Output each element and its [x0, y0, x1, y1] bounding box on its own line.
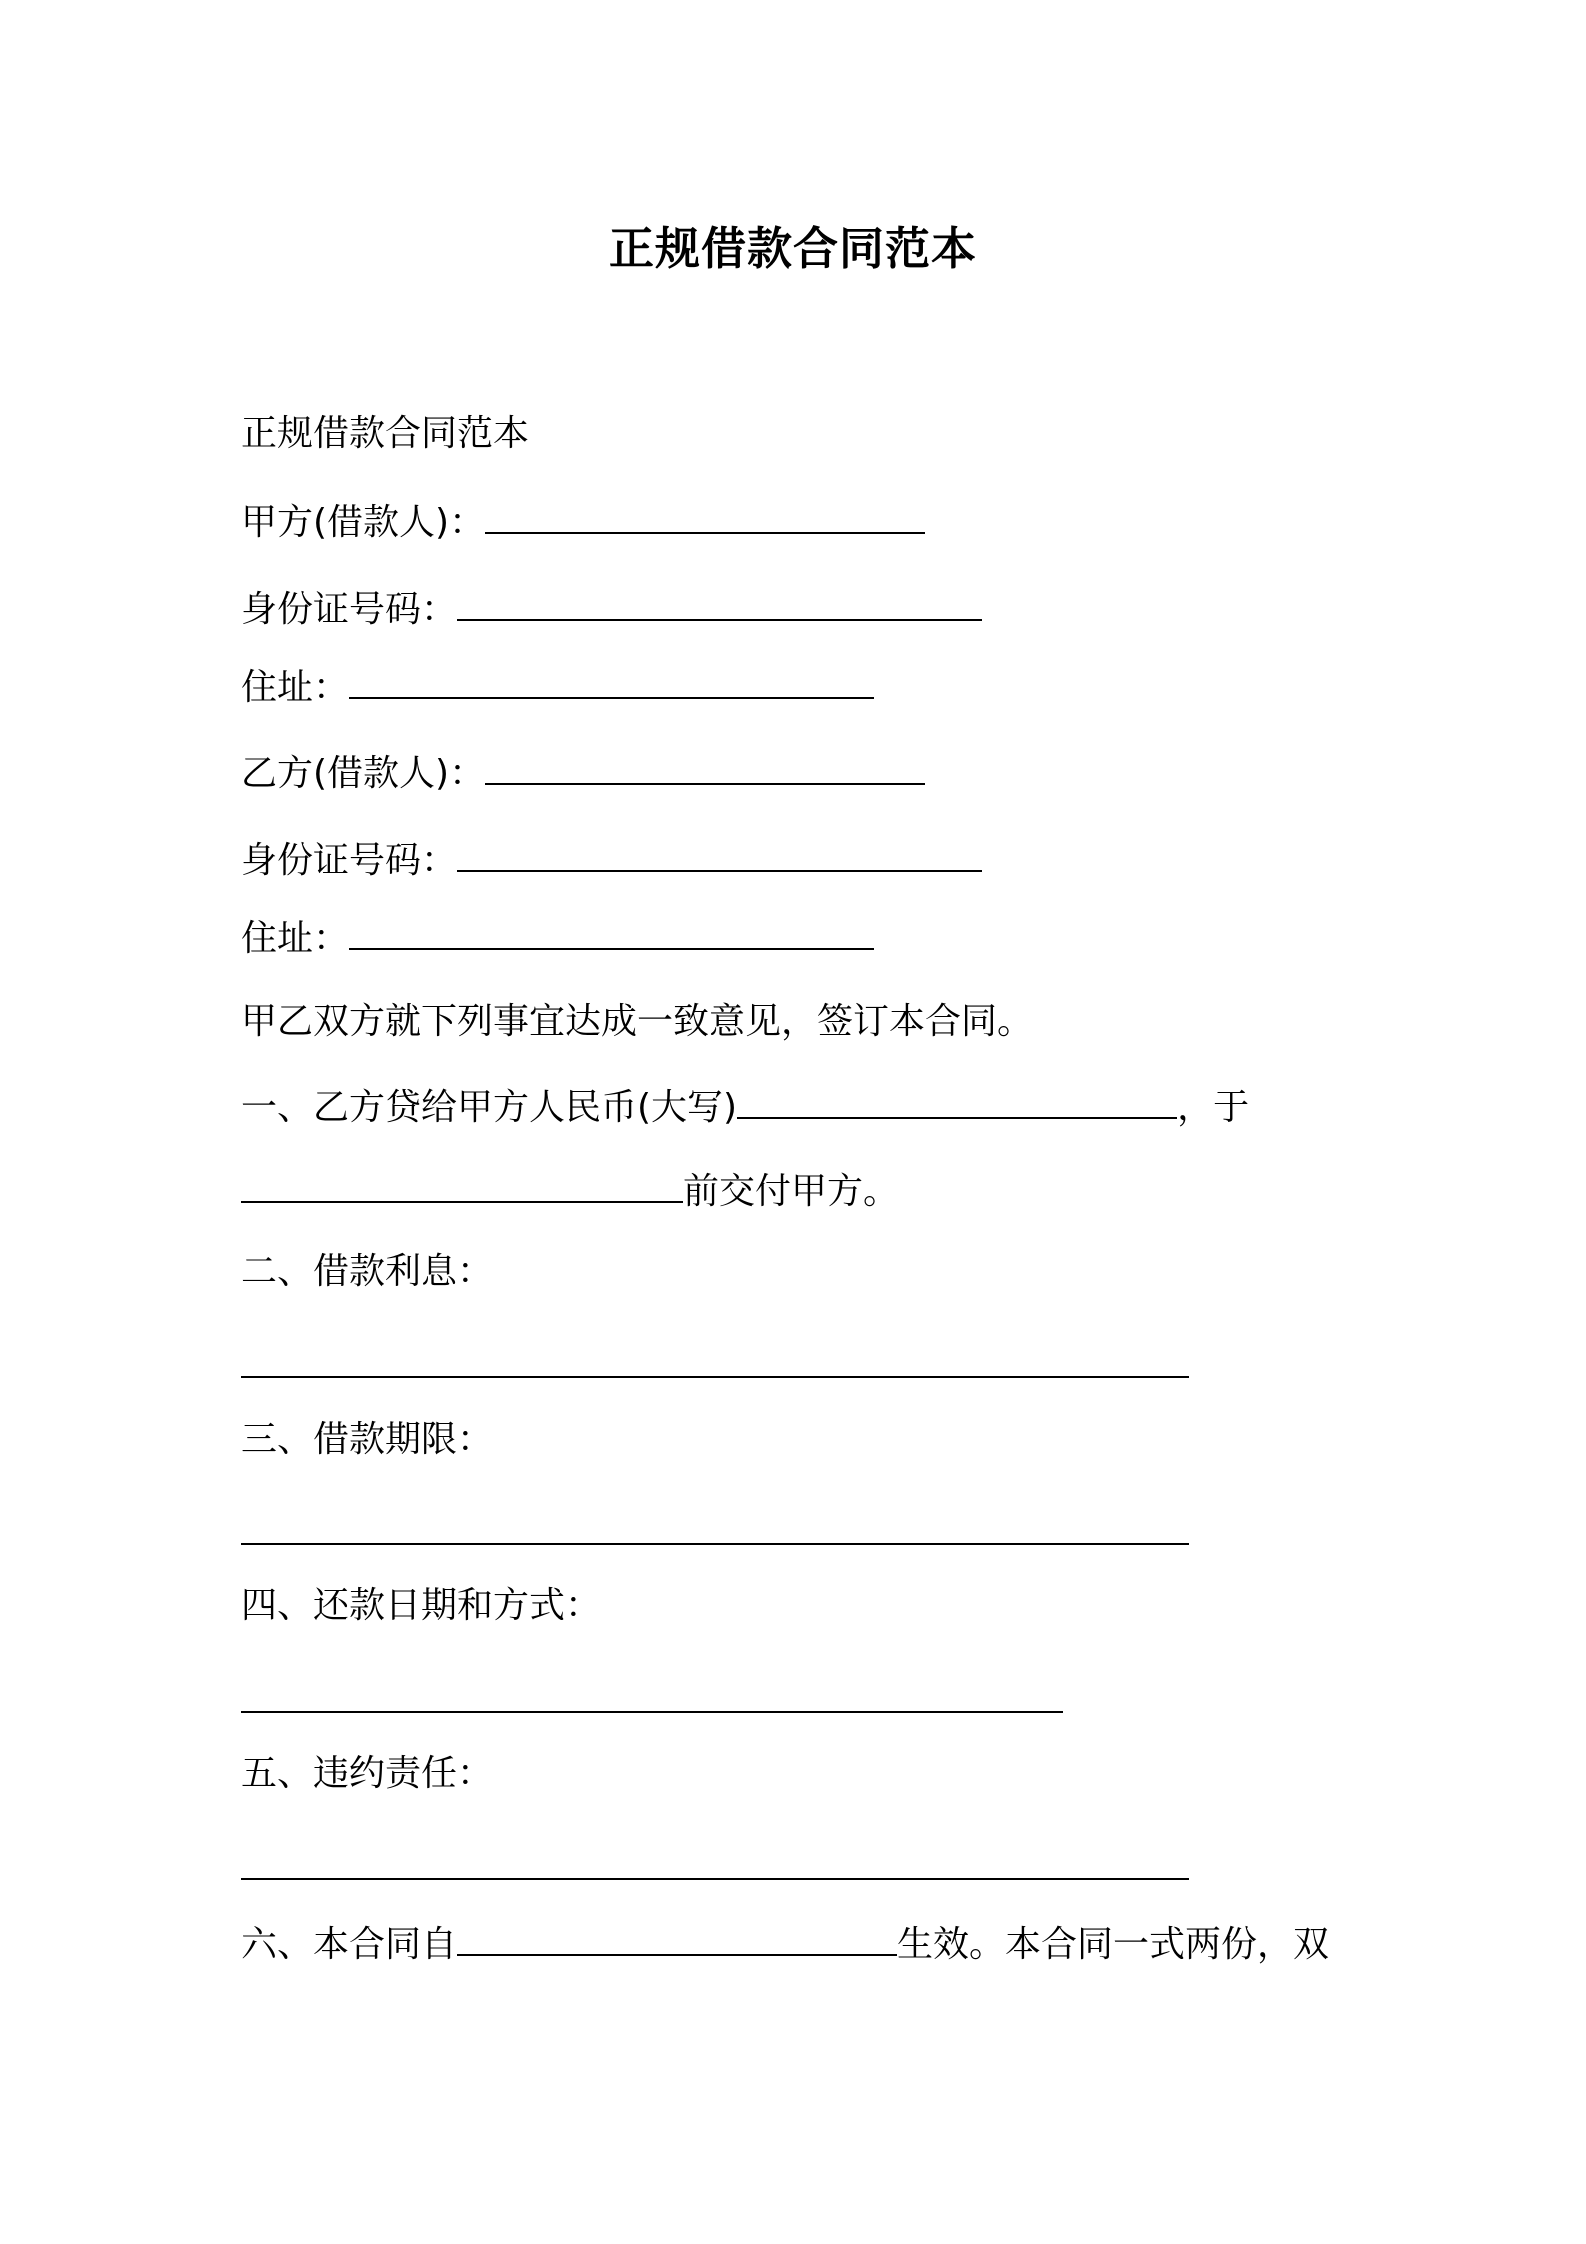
party-a-id-label: 身份证号码：	[241, 589, 458, 630]
interest-blank[interactable]	[241, 1376, 1189, 1378]
loan-amount-blank[interactable]	[737, 1083, 1177, 1119]
party-a-address-label: 住址：	[241, 667, 350, 708]
party-a-label: 甲方(借款人)：	[241, 502, 486, 543]
party-b-line	[241, 749, 925, 796]
agreement-intro: 甲乙双方就下列事宜达成一致意见，签订本合同。	[241, 1001, 1034, 1042]
clause-6-suffix: 生效。本合同一式两份，双	[897, 1924, 1330, 1965]
clause-6-line	[241, 1920, 1329, 1967]
clause-3-label: 三、借款期限：	[241, 1419, 494, 1460]
clause-2-label: 二、借款利息：	[241, 1251, 494, 1292]
effective-date-blank[interactable]	[457, 1920, 897, 1956]
clause-1-line	[241, 1083, 1249, 1130]
party-b-id-label: 身份证号码：	[241, 840, 458, 881]
subtitle: 正规借款合同范本	[241, 413, 530, 454]
delivery-date-blank[interactable]	[241, 1167, 683, 1203]
party-b-id-line	[241, 836, 982, 883]
repayment-blank[interactable]	[241, 1711, 1063, 1713]
clause-6-prefix: 六、本合同自	[241, 1924, 458, 1965]
party-a-address-line	[241, 663, 874, 710]
clause-1-mid: ，于	[1177, 1087, 1250, 1128]
party-b-label: 乙方(借款人)：	[241, 753, 486, 794]
party-a-line	[241, 498, 925, 545]
party-a-address-blank[interactable]	[349, 663, 874, 699]
party-a-blank[interactable]	[485, 498, 925, 534]
party-b-address-label: 住址：	[241, 918, 350, 959]
clause-1-continued	[241, 1167, 899, 1214]
clause-4-label: 四、还款日期和方式：	[241, 1585, 602, 1626]
party-a-id-line	[241, 585, 982, 632]
term-blank[interactable]	[241, 1543, 1189, 1545]
party-b-id-blank[interactable]	[457, 836, 982, 872]
party-a-id-blank[interactable]	[457, 585, 982, 621]
party-b-address-line	[241, 914, 874, 961]
document-title: 正规借款合同范本	[608, 222, 977, 275]
liability-blank[interactable]	[241, 1878, 1189, 1880]
clause-1-prefix: 一、乙方贷给甲方人民币(大写)	[241, 1087, 738, 1128]
clause-1-suffix: 前交付甲方。	[683, 1171, 900, 1212]
party-b-address-blank[interactable]	[349, 914, 874, 950]
party-b-blank[interactable]	[485, 749, 925, 785]
clause-5-label: 五、违约责任：	[241, 1753, 494, 1794]
